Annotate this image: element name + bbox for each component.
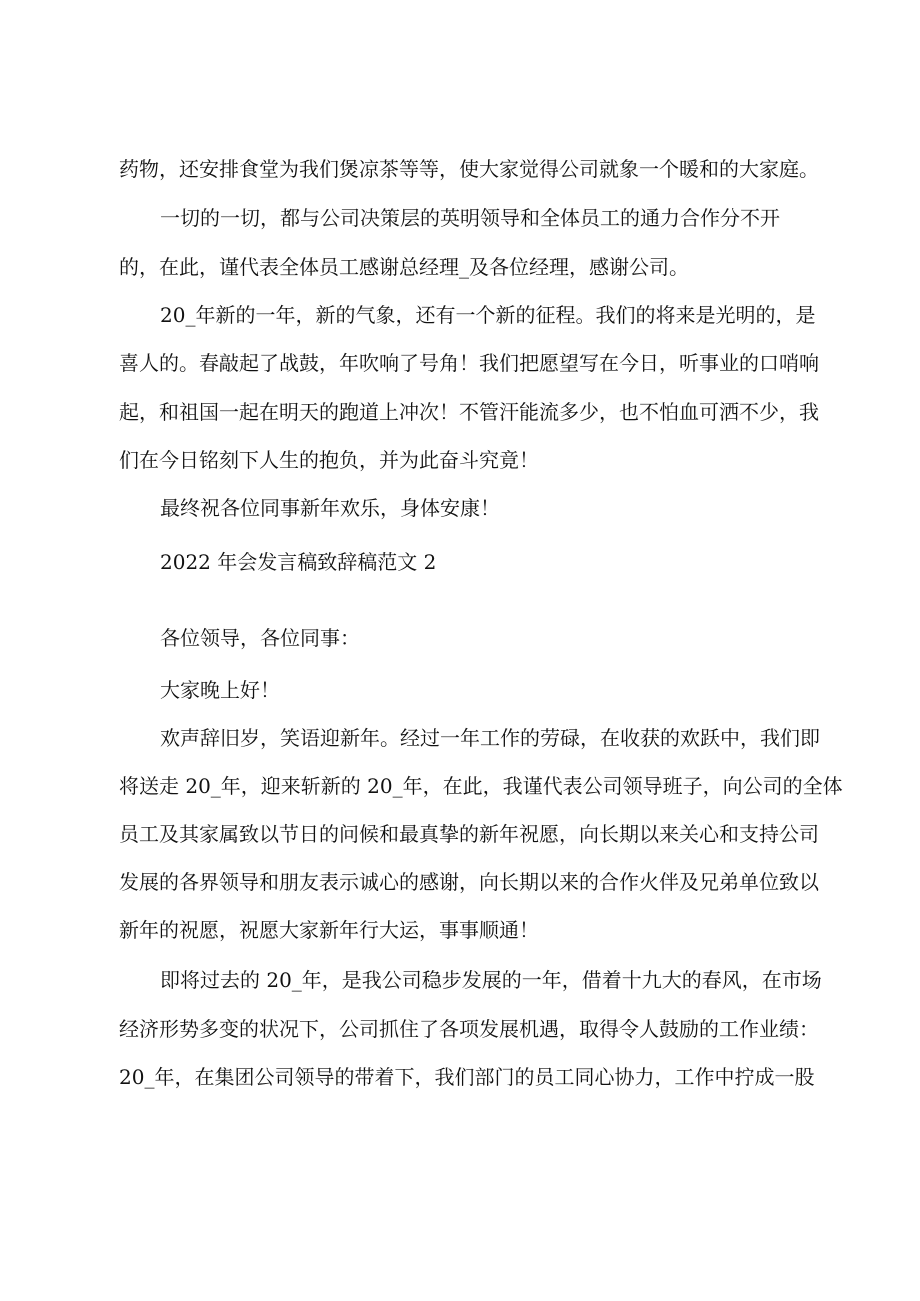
text-line: 20_年，在集团公司领导的带着下，我们部门的员工同心协力，工作中拧成一股 (119, 1065, 815, 1089)
text-line: 经济形势多变的状况下，公司抓住了各项发展机遇，取得令人鼓励的工作业绩： (119, 1017, 819, 1041)
text-line: 员工及其家属致以节日的问候和最真挚的新年祝愿，向长期以来关心和支持公司 (119, 822, 819, 846)
text-line: 喜人的。春敲起了战鼓，年吹响了号角！我们把愿望写在今日，听事业的口哨响 (119, 351, 819, 375)
paragraph-start-line: 欢声辞旧岁，笑语迎新年。经过一年工作的劳碌，在收获的欢跃中，我们即 (160, 726, 820, 750)
text-line: 药物，还安排食堂为我们煲凉茶等等，使大家觉得公司就象一个暖和的大家庭。 (119, 157, 819, 181)
closing-wish-line: 最终祝各位同事新年欢乐，身体安康！ (160, 496, 500, 520)
paragraph-start-line: 20_年新的一年，新的气象，还有一个新的征程。我们的将来是光明的，是 (160, 303, 816, 327)
text-line: 新年的祝愿，祝愿大家新年行大运，事事顺通！ (119, 918, 539, 942)
text-line: 将送走 20_年，迎来斩新的 20_年，在此，我谨代表公司领导班子，向公司的全体 (119, 774, 843, 798)
text-line: 发展的各界领导和朋友表示诚心的感谢，向长期以来的合作火伴及兄弟单位致以 (119, 870, 819, 894)
text-line: 们在今日铭刻下人生的抱负，并为此奋斗究竟！ (119, 448, 539, 472)
paragraph-start-line: 一切的一切，都与公司决策层的英明领导和全体员工的通力合作分不开 (160, 206, 780, 230)
salutation: 各位领导，各位同事： (160, 626, 360, 650)
greeting: 大家晚上好！ (160, 678, 280, 702)
text-line: 起，和祖国一起在明天的跑道上冲次！不管汗能流多少，也不怕血可洒不少，我 (119, 400, 819, 424)
text-line: 的，在此，谨代表全体员工感谢总经理_及各位经理，感谢公司。 (119, 255, 689, 279)
paragraph-start-line: 即将过去的 20_年，是我公司稳步发展的一年，借着十九大的春风，在市场 (160, 968, 822, 992)
section-title: 2022 年会发言稿致辞稿范文 2 (160, 550, 437, 574)
